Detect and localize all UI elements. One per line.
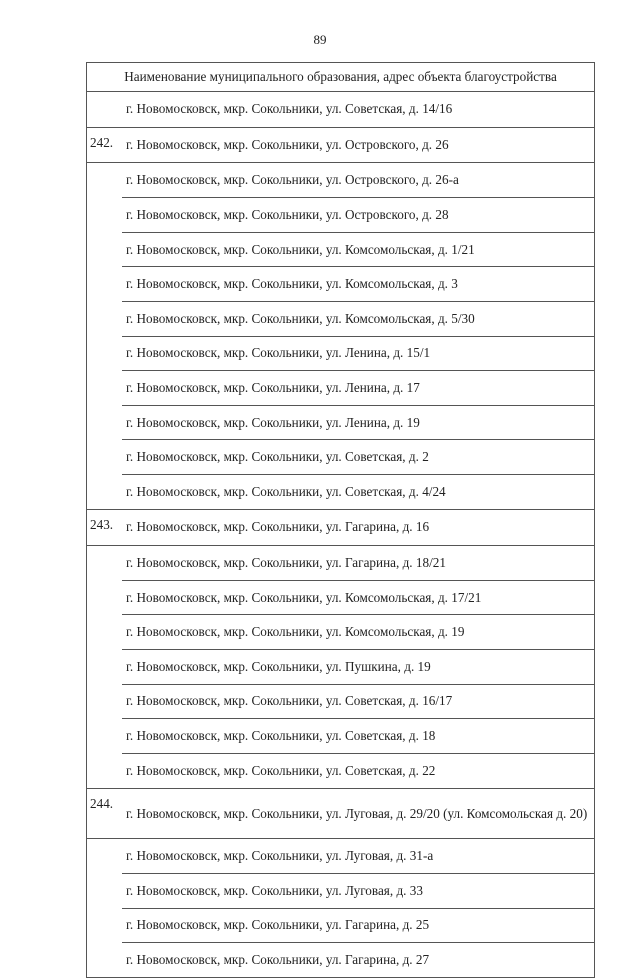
row-address: г. Новомосковск, мкр. Сокольники, ул. Комсомольская, д. 3 bbox=[122, 267, 595, 302]
row-number bbox=[87, 545, 123, 580]
table-row bbox=[87, 336, 595, 371]
row-address: г. Новомосковск, мкр. Сокольники, ул. Гагарина, д. 27 bbox=[122, 943, 595, 978]
table-row bbox=[87, 232, 595, 267]
row-number bbox=[87, 475, 123, 510]
table-row bbox=[87, 440, 595, 475]
row-address: г. Новомосковск, мкр. Сокольники, ул. Советская, д. 16/17 bbox=[122, 684, 595, 719]
row-address: г. Новомосковск, мкр. Сокольники, ул. Советская, д. 4/24 bbox=[122, 475, 595, 510]
row-number bbox=[87, 873, 123, 908]
row-number bbox=[87, 163, 123, 198]
row-address: г. Новомосковск, мкр. Сокольники, ул. Островского, д. 28 bbox=[122, 198, 595, 233]
row-address: г. Новомосковск, мкр. Сокольники, ул. Луговая, д. 29/20 (ул. Комсомольская д. 20) bbox=[122, 788, 595, 838]
table-row bbox=[87, 719, 595, 754]
row-address: г. Новомосковск, мкр. Сокольники, ул. Комсомольская, д. 19 bbox=[122, 615, 595, 650]
row-address: г. Новомосковск, мкр. Сокольники, ул. Ленина, д. 19 bbox=[122, 405, 595, 440]
page-number: 89 bbox=[313, 32, 327, 47]
table-row bbox=[87, 943, 595, 978]
row-address: г. Новомосковск, мкр. Сокольники, ул. Ленина, д. 15/1 bbox=[122, 336, 595, 371]
table-row bbox=[87, 615, 595, 650]
row-address: г. Новомосковск, мкр. Сокольники, ул. Советская, д. 2 bbox=[122, 440, 595, 475]
row-address: г. Новомосковск, мкр. Сокольники, ул. Советская, д. 14/16 bbox=[122, 92, 595, 128]
table-row bbox=[87, 788, 595, 838]
table-header-row bbox=[87, 63, 595, 92]
row-address: г. Новомосковск, мкр. Сокольники, ул. Комсомольская, д. 5/30 bbox=[122, 302, 595, 337]
row-address: г. Новомосковск, мкр. Сокольники, ул. Комсомольская, д. 1/21 bbox=[122, 232, 595, 267]
row-number bbox=[87, 198, 123, 233]
table-row bbox=[87, 545, 595, 580]
row-address: г. Новомосковск, мкр. Сокольники, ул. Островского, д. 26 bbox=[122, 127, 595, 163]
table-row bbox=[87, 405, 595, 440]
row-number bbox=[87, 92, 123, 128]
table-row bbox=[87, 371, 595, 406]
row-number bbox=[87, 267, 123, 302]
row-address: г. Новомосковск, мкр. Сокольники, ул. Гагарина, д. 16 bbox=[122, 510, 595, 546]
row-number bbox=[87, 580, 123, 615]
row-number bbox=[87, 405, 123, 440]
row-address: г. Новомосковск, мкр. Сокольники, ул. Комсомольская, д. 17/21 bbox=[122, 580, 595, 615]
row-number bbox=[87, 615, 123, 650]
table-row bbox=[87, 475, 595, 510]
address-table bbox=[86, 62, 595, 978]
row-number bbox=[87, 440, 123, 475]
row-number bbox=[87, 336, 123, 371]
row-address: г. Новомосковск, мкр. Сокольники, ул. Луговая, д. 31-а bbox=[122, 838, 595, 873]
row-address: г. Новомосковск, мкр. Сокольники, ул. Советская, д. 18 bbox=[122, 719, 595, 754]
table-row bbox=[87, 163, 595, 198]
table-row bbox=[87, 127, 595, 163]
row-number bbox=[87, 232, 123, 267]
row-address: г. Новомосковск, мкр. Сокольники, ул. Луговая, д. 33 bbox=[122, 873, 595, 908]
row-number bbox=[87, 908, 123, 943]
row-number bbox=[87, 838, 123, 873]
table-row bbox=[87, 198, 595, 233]
row-address: г. Новомосковск, мкр. Сокольники, ул. Островского, д. 26-а bbox=[122, 163, 595, 198]
row-address: г. Новомосковск, мкр. Сокольники, ул. Ленина, д. 17 bbox=[122, 371, 595, 406]
row-number: 242. bbox=[87, 127, 123, 163]
row-number bbox=[87, 684, 123, 719]
table-row bbox=[87, 753, 595, 788]
table-row bbox=[87, 92, 595, 128]
row-address: г. Новомосковск, мкр. Сокольники, ул. Гагарина, д. 18/21 bbox=[122, 545, 595, 580]
table-row bbox=[87, 650, 595, 685]
table-row bbox=[87, 838, 595, 873]
table-row bbox=[87, 873, 595, 908]
row-number bbox=[87, 943, 123, 978]
row-number: 244. bbox=[87, 788, 123, 838]
table-row bbox=[87, 302, 595, 337]
row-address: г. Новомосковск, мкр. Сокольники, ул. Пушкина, д. 19 bbox=[122, 650, 595, 685]
row-number bbox=[87, 302, 123, 337]
table-row bbox=[87, 684, 595, 719]
row-address: г. Новомосковск, мкр. Сокольники, ул. Гагарина, д. 25 bbox=[122, 908, 595, 943]
row-number bbox=[87, 371, 123, 406]
table-row bbox=[87, 510, 595, 546]
table-header: Наименование муниципального образования, адрес объекта благоустройства bbox=[87, 63, 595, 92]
row-number bbox=[87, 753, 123, 788]
row-number bbox=[87, 650, 123, 685]
row-number: 243. bbox=[87, 510, 123, 546]
table-row bbox=[87, 908, 595, 943]
row-number bbox=[87, 719, 123, 754]
table-row bbox=[87, 267, 595, 302]
row-address: г. Новомосковск, мкр. Сокольники, ул. Советская, д. 22 bbox=[122, 753, 595, 788]
table-row bbox=[87, 580, 595, 615]
